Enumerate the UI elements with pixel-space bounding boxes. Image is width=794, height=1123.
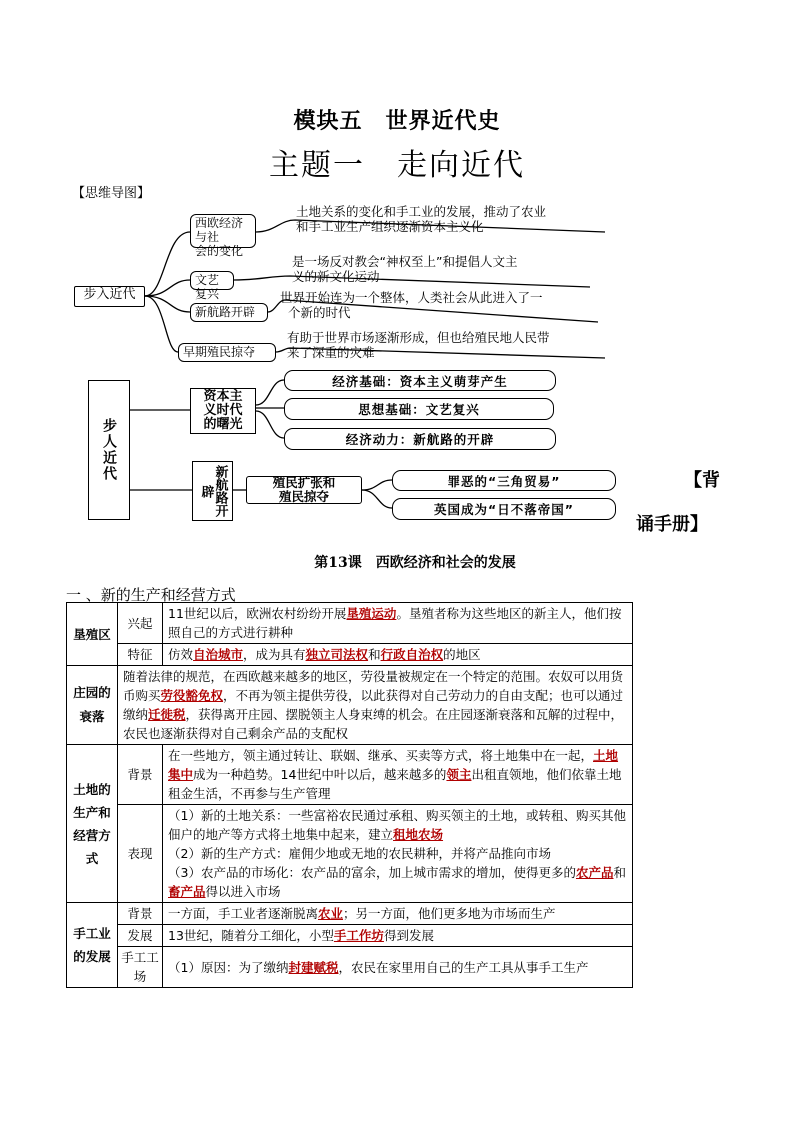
branch-new-route-desc: 世界开始连为一个整体，人类社会从此进入了一 个新的时代 [280,290,543,320]
branch-economy-desc: 土地关系的变化和手工业的发展，推动了农业 和手工业生产组织逐渐资本主义化 [296,204,547,234]
table-row [67,603,633,644]
row-subcategory: 手工工场 [118,947,163,988]
module-title: 模块五 世界近代史 [293,109,501,134]
row-content: （1）原因：为了缴纳封建赋税，农民在家里用自己的生产工具从事手工生产 [163,947,633,988]
key-term: 农业 [318,906,344,921]
key-term: 封建赋税 [288,959,339,975]
row-category: 庄园的衰落 [67,666,118,745]
table-row [67,805,633,903]
table-row [67,644,633,666]
row-subcategory: 背景 [118,903,163,925]
dawn-item-economic-base: 经济基础：资本主义萌芽产生 [284,370,556,391]
key-term: 土地集中 [168,748,619,782]
table-row [67,925,633,947]
key-term: 手工作坊 [333,928,384,943]
mindmap-branch-economy [190,214,256,258]
row-subcategory: 兴起 [118,603,163,644]
row-content: 仿效自治城市，成为具有独立司法权和行政自治权的地区 [163,644,633,666]
topic-title: 主题一 走向近代 [269,148,525,183]
key-term: 租地农场 [393,827,444,842]
mindmap-branch-renaissance: 文艺复兴 [190,271,234,290]
recitation-label-part1: 【背 [684,470,720,491]
row-subcategory: 发展 [118,925,163,947]
key-term: 农产品 [575,865,614,880]
chart2-root: 步人近代 [88,380,130,520]
branch-renaissance-desc: 是一场反对教会“神权至上”和提倡人文主 义的新文化运动 [292,254,518,284]
table-row [67,745,633,805]
chart2-new-route: 新航路开辟 [192,461,233,521]
mindmap-root: 步入近代 [74,286,145,307]
content-table [66,602,633,988]
key-term: 垦殖运动 [346,606,397,621]
chart2-colonial: 殖民扩张和 殖民掠夺 [246,476,362,504]
key-term: 劳役豁免权 [160,688,224,703]
row-content: 11世纪以后，欧洲农村纷纷开展垦殖运动。垦殖者称为这些地区的新主人，他们按照自己的方式进行耕种 [163,603,633,644]
lesson-title: 第13课 西欧经济和社会的发展 [314,555,516,571]
key-term: 自治城市 [193,647,244,662]
row-category: 土地的生产和经营方式 [67,745,118,903]
row-subcategory: 表现 [118,805,163,903]
section-title: 一 、新的生产和经营方式 [66,586,236,604]
branch-economy-line1: 西欧经济与社 [195,216,244,244]
row-content: 在一些地方，领主通过转让、联姻、继承、买卖等方式，将土地集中在一起，土地集中成为一种趋势。14世纪中叶以后，越来越多的领主出租直领地，他们依靠土地租金生活，不再参与生产管理 [163,745,633,805]
chart2-dawn: 资本主 义时代 的曙光 [190,388,256,434]
row-subcategory: 特征 [118,644,163,666]
key-term: 迁徙税 [148,707,186,722]
mindmap-branch-new-route: 新航路开辟 [190,303,268,322]
recitation-label-part2: 诵手册】 [636,514,708,535]
row-content: 一方面，手工业者逐渐脱离农业；另一方面，他们更多地为市场而生产 [163,903,633,925]
key-term: 领主 [446,767,472,782]
key-term: 畜产品 [168,884,206,899]
dawn-item-ideology-base: 思想基础：文艺复兴 [284,398,554,420]
mindmap-label: 【思维导图】 [72,186,151,201]
colonial-item-empire: 英国成为“日不落帝国” [392,498,616,520]
row-content: 13世纪，随着分工细化，小型手工作坊得到发展 [163,925,633,947]
row-content: （1）新的土地关系：一些富裕农民通过承租、购买领主的土地，或转租、购买其他佃户的地产等方式将土地集中起来，建立租地农场 （2）新的生产方式：雇佣少地或无地的农民耕种，并将产品推向市场 （3）农产品的市场化：农产品的富余，加上城市需求的增加，使得更多的农产品和畜产品得以进入市场 [163,805,633,903]
row-category: 垦殖区 [67,603,118,666]
branch-colonial-desc: 有助于世界市场逐渐形成，但也给殖民地人民带 来了深重的灾难 [287,330,550,360]
colonial-item-triangle-trade: 罪恶的“三角贸易” [392,470,616,491]
key-term: 行政自治权 [380,647,444,662]
row-subcategory: 背景 [118,745,163,805]
mindmap-branch-colonial: 早期殖民掠夺 [178,343,276,362]
table-row [67,903,633,925]
dawn-item-economic-drive: 经济动力：新航路的开辟 [284,428,556,450]
key-term: 独立司法权 [305,647,369,662]
table-row [67,666,633,745]
branch-economy-line2: 会的变化 [195,244,244,258]
row-content: 随着法律的规范，在西欧越来越多的地区，劳役量被规定在一个特定的范围。农奴可以用货币购买劳役豁免权，不再为领主提供劳役，以此获得对自己劳动力的自由支配；也可以通过缴纳迁徙税，获得离开庄园、摆脱领主人身束缚的机会。在庄园逐渐衰落和瓦解的过程中，农民也逐渐获得对自己剩余产品的支配权 [118,666,633,745]
row-category: 手工业的发展 [67,903,118,988]
table-row [67,947,633,988]
